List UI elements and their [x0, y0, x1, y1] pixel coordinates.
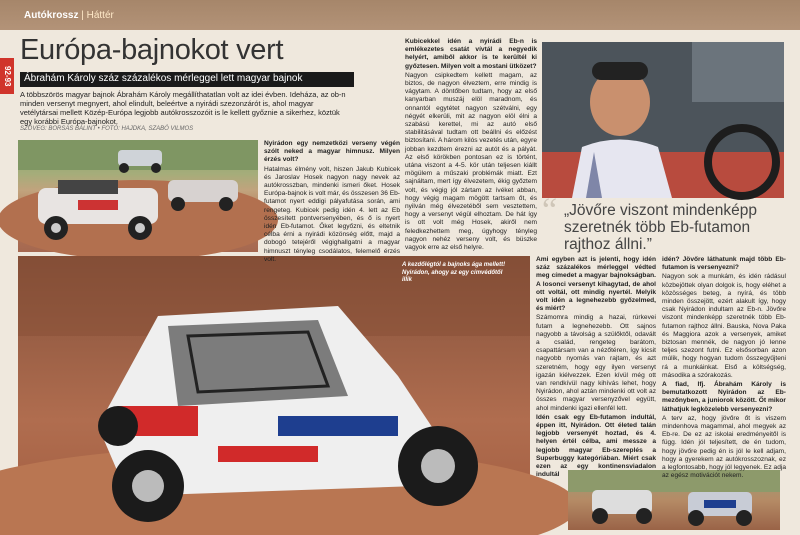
- subsection-name: Háttér: [86, 10, 114, 21]
- interview-question: idén? Jövőre láthatunk majd több Eb-futamon is versenyezni?: [662, 256, 786, 272]
- interview-answer: Nagyon sok a munkám, és idén rádásul közbejöttek olyan dolgok is, hogy eléhet a közösséges beteg, a nyírá, és több minden összejött, ezért alakult így, hogy csak Nyirádon indultam az Eb-n. Jövőre viszont mindenképp szeretnék több Eb-futamon rajthoz állni. Bauska, Nova Paka és Maggiora azok a versenyek, amiket biztosan mennék, de nagyon jó lenne teljes szezont futni. Ez elsősorban azon múlik, hogy hogyan tudom összegyűjteni rá a munkáinkat. Első a költségség, másodika a szórakozás.: [662, 273, 786, 379]
- race-buggy-icon: [98, 306, 478, 522]
- race-photo-top-drawing: [18, 140, 258, 252]
- article-title: Európa-bajnokot vert: [20, 34, 284, 66]
- interview-answer: Hatalmas élmény volt, hiszen Jakub Kubicek és Jaroslav Hosek nagyon nagy nevek az autókrosszban, mindenki ismeri őket. Hosek Európa-bajnok is volt már, és összesen 36 Eb-futamot nyert eddigi pályafutása során, ami rengeteg. Kubicek pedig idén 4. lett az Eb összesített pontversenyében, és ő is nyert idén Eb-futamot. Őket legyőzni, és eltetnik célba érni a nyirádi közönség előtt, majd a dobogó tetejéről végighallgatni a magyar himnuszt tényleg csodálatos, felemelő érzés volt.: [264, 165, 400, 263]
- driver-portrait-drawing: [542, 42, 784, 198]
- section-label: [24, 10, 114, 21]
- text-column-d: [662, 256, 786, 480]
- interview-question: Kubicekkel idén a nyirádi Eb-n is emlékezetes csatát vívtál a negyedik helyért, amiből akkor is te kerültél ki győztesen. Milyen volt a mostani ütközet?: [405, 38, 537, 70]
- quote-open-icon: “: [542, 192, 558, 229]
- race-photo-main-drawing: [18, 256, 530, 530]
- race-photo-main: [18, 256, 530, 530]
- section-separator: |: [81, 10, 87, 21]
- pull-quote: [542, 192, 782, 253]
- top-bar: [0, 0, 800, 30]
- byline: SZÖVEG: BORSÁS BÁLINT • FOTÓ: HAJDKA, SZABÓ VILMOS: [20, 126, 194, 132]
- pull-quote-text: „Jövőre viszont mindenképp szeretnék több Eb-futamon rajthoz állni.”: [564, 202, 757, 253]
- article-lead: A többszörös magyar bajnok Ábrahám Károly megállíthatatlan volt az idei évben. Ideháza, az ob-n minden versenyt megnyert, ahol elindult, beleértve a nyirádi szezonzárót is, ahol magyar vetélytársai mellett Közép-Európa legjobb autókrosszozóit is le kellett győznie a sikerhez, köztük egy korábbi Európa-bajnokot.: [20, 90, 346, 126]
- interview-question: A fiad, Ifj. Ábrahám Károly is bemutatkozott Nyirádon az Eb-mezőnyben, a juniorok között. Őt mikor láthatjuk legközelebb versenyezni?: [662, 381, 786, 413]
- interview-answer: A terv az, hogy jövőre őt is viszem mindenhova magammal, ahol megyek az Eb-re. De ez az iskolai eredményeitől is függ. Idén jól teljesített, de én tudom, hogy jövőre pedig én is jól le kell adjam, hogy a gyerekem az autókrosszoznak, ez a legfontosabb, hogy jól legyenek. Ez adja az egész motivációt nekem.: [662, 414, 786, 480]
- section-name: Autókrossz: [24, 10, 79, 21]
- race-photo-top: [18, 140, 258, 252]
- text-column-c: [536, 256, 656, 479]
- interview-question: Nyirádon egy nemzetközi verseny végén szólt neked a magyar himnusz. Milyen érzés volt?: [264, 140, 400, 164]
- text-column-b: [405, 38, 537, 254]
- page-number-tab: 92-93: [0, 58, 14, 94]
- interview-answer: Számomra mindig a hazai, rúrkevei futam a legnehezebb. Ott sajnos nagyobb a távolság a szülőktől, odavált a család, rengeteg barátom, csapattársam van a nézőtéren, így kicsit nagyobb nyomás van rajtam, és azt szeretném, hogy egy ilyen versenyt igazán kiélvezzek. Ezen kívül még ott van rendkívül nagy kihívás lehet, hogy Nyirádon, ahol aztán mindenki ott volt az összes magyar versenyzővel együtt, ahol mindenki igazi ellenfél lett.: [536, 314, 656, 412]
- driver-portrait: [542, 42, 784, 198]
- article-subtitle: Ábrahám Károly száz százalékos mérleggel lett magyar bajnok: [20, 72, 354, 87]
- photo-caption: A kezdőlégtól a bajnoks ága mellett! Nyirádon, ahogy az egy címvédőtől illik: [402, 262, 506, 283]
- interview-answer: Nagyon csipkedtem kellett magam, az biztos, de nagyon élveztem, erre mindig is vágytam. A döntőben tudtam, hogy az első kanyarban muszáj elöl maradnom, és onnantól egytétet nagyon szétválni, egy négyét elkerüli, mit az nagyon elöl élni a szabású kerettel, mi az autó első stabilitásával tudtam ott beállni és előzést biztosítani. A három kilós vezetés után, egyre jobban kezdtem érezni az autót és a pályát. Az első körökben pontosan ez is történt, utána viszont a 4-5. kör után teljesen kiállt mögülem a műszaki problémák miatt. Ezt sajnáltam, mert így élvezetem, ékig győztem volt, és végig jól zártam az ívéket abban, hogy végig magam mögött tartsam őt, és nyilván még élvezetéből sem vesztettem, hogy a versenyt végül elhoztam. De hát így is ott volt még Hosek, akiről nem feledkezhettem meg, úgyhogy tényleg nagyon nehéz verseny volt, és büszke vagyok erre az első helyre.: [405, 71, 537, 252]
- buggy-4-icon: [592, 490, 652, 524]
- interview-question: Idén csak egy Eb-futamon indultál, éppen itt, Nyirádon. Ott életed talán legjobb versenyét hoztad, és 4. helyen értél célba, ami messze a legjobb magyar Eb-szereplés a Superbuggy kategóriában. Miért csak ezen az egy kontinensviadalon indultál: [536, 413, 656, 479]
- buggy-5-icon: [688, 492, 752, 526]
- interview-question: Ami egyben azt is jelenti, hogy idén száz százalékos mérleggel védted meg címedet a magyar bajnokságban. A losonci versenyt kihagytad, de ahol ott voltál, ott mindig nyertél. Melyik volt idén a legnehezebb győzelmed, és miért?: [536, 256, 656, 313]
- text-column-a: [264, 140, 400, 263]
